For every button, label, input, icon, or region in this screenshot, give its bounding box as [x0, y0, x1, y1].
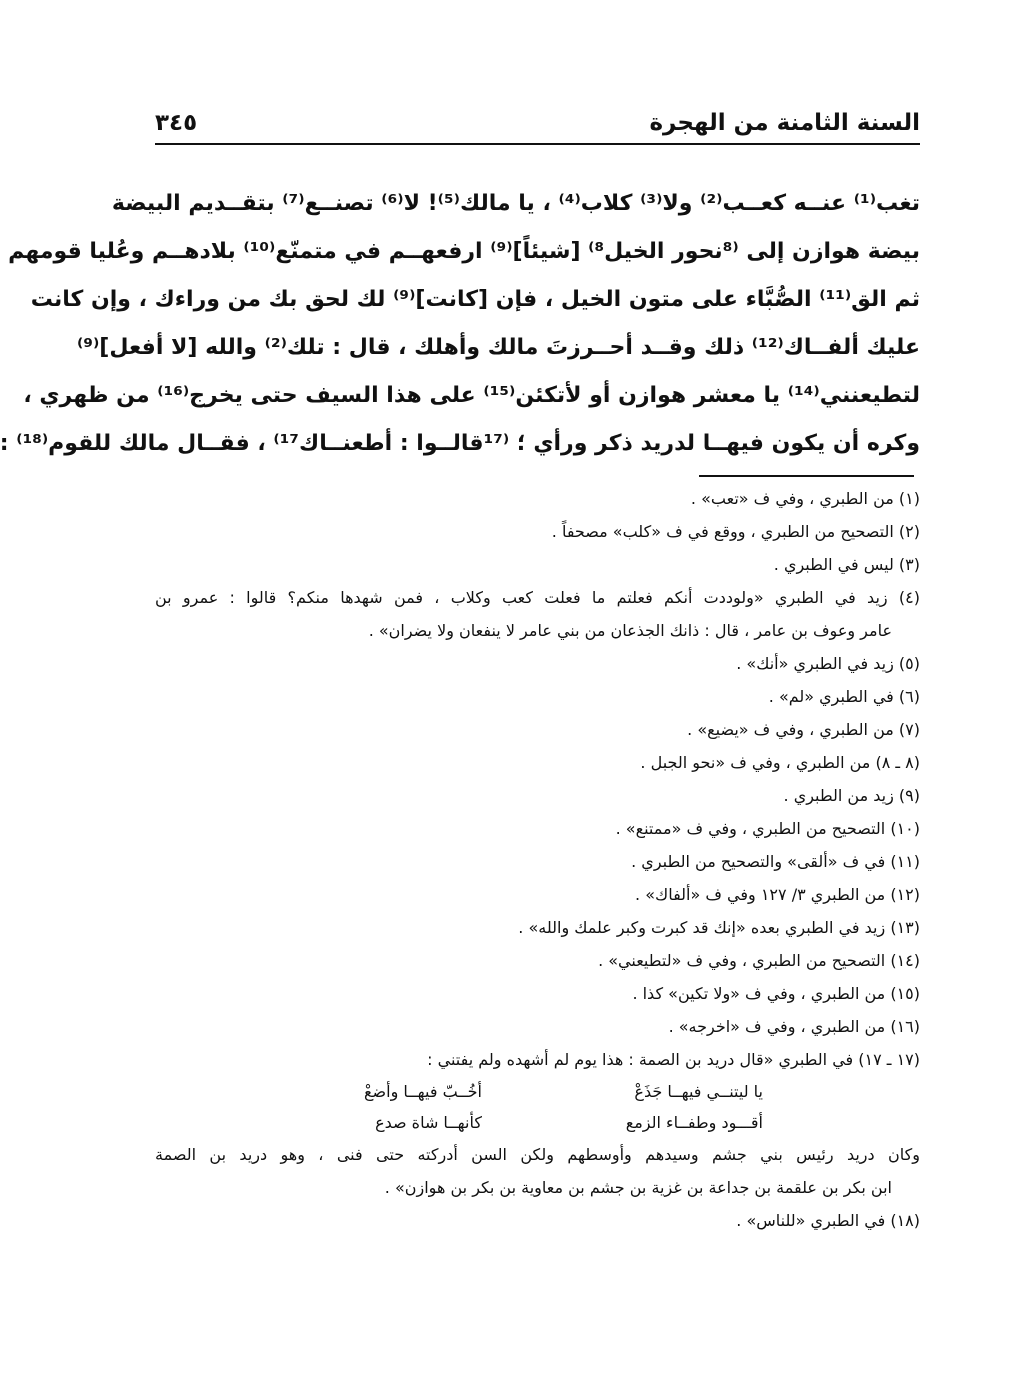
footnote: (١٥) من الطبري ، وفي ف «ولا تكين» كذا .: [632, 984, 920, 1003]
poem-verse: [155, 1076, 920, 1107]
main-line: عليك ألفــاك⁽¹²⁾ ذلك وقــد أحــرزتَ مالك وأهلك ، قال : تلك⁽²⁾ والله [لا أفعل]⁽⁹⁾: [76, 335, 920, 360]
main-line: ثم الق⁽¹¹⁾ الصُّبَّاء على متون الخيل ، فإن [كانت]⁽⁹⁾ لك لحق بك من وراءك ، وإن كانت: [30, 287, 920, 312]
footnote: (١٠) التصحيح من الطبري ، وفي ف «ممتنع» .: [615, 819, 920, 838]
footnote: (١) من الطبري ، وفي ف «تعب» .: [690, 489, 920, 508]
footnote-separator: [699, 475, 914, 477]
footnote: (٨ ـ ٨) من الطبري ، وفي ف «نحو الجبل .: [640, 753, 920, 772]
footnote: (٥) زيد في الطبري «أنك» .: [736, 654, 920, 673]
main-line: لتطيعنني⁽¹⁴⁾ يا معشر هوازن أو لأتكئن⁽¹⁵⁾ على هذا السيف حتى يخرج⁽¹⁶⁾ من ظهري ،: [23, 383, 920, 408]
main-line: تغب⁽¹⁾ عنــه كعــب⁽²⁾ ولا⁽³⁾ كلاب⁽⁴⁾ ، يا مالك⁽⁵⁾! لا⁽⁶⁾ تصنــع⁽⁷⁾ بتقــديم البيضة: [111, 191, 920, 216]
footnotes: [155, 482, 920, 1237]
verse-second-hemistich: أخُــبّ فيهــا وأضعْ: [364, 1082, 482, 1101]
footnote-continuation: ابن بكر بن علقمة بن جداعة بن غزية بن جشم بن معاوية بن بكر بن هوازن» .: [384, 1178, 892, 1197]
header-rule: [155, 143, 920, 145]
footnote: (١٦) من الطبري ، وفي ف «اخرجه» .: [668, 1017, 920, 1036]
main-line: بيضة هوازن إلى ⁽⁸نحور الخيل⁸⁾ [شيئاً]⁽⁹⁾ ارفعهــم في متمنّع⁽¹⁰⁾ بلادهــم وعُليا قومهم: [8, 239, 920, 264]
footnote: (٩) زيد من الطبري .: [783, 786, 920, 805]
footnote: (١١) في ف «ألقى» والتصحيح من الطبري .: [631, 852, 920, 871]
footnote-continuation: وكان دريد رئيس بني جشم وسيدهم وأوسطهم ولكن السن أدركته حتى فنى ، وهو دريد بن الصمة: [155, 1145, 920, 1164]
footnote: (١٧ ـ ١٧) في الطبري «قال دريد بن الصمة : هذا يوم لم أشهده ولم يفتني :: [427, 1050, 920, 1069]
footnote: (٣) ليس في الطبري .: [773, 555, 920, 574]
footnote: (٤) زيد في الطبري «ولوددت أنكم فعلتم ما فعلت كعب وكلاب ، فمن شهدها منكم؟ قالوا : عمرو بن: [155, 588, 920, 607]
verse-second-hemistich: كأنهــا شاة صدع: [375, 1113, 482, 1132]
chapter-title: السنة الثامنة من الهجرة: [649, 110, 920, 136]
verse-first-hemistich: أقـــود وطفــاء الزمع: [625, 1113, 763, 1132]
footnote-continuation: عامر وعوف بن عامر ، قال : ذانك الجذعان من بني عامر لا ينفعان ولا يضران» .: [368, 621, 892, 640]
poem-verse: [155, 1107, 920, 1138]
footnote: (٢) التصحيح من الطبري ، ووقع في ف «كلب» مصحفاً .: [551, 522, 920, 541]
footnote: (١٣) زيد في الطبري بعده «إنك قد كبرت وكبر علمك والله» .: [518, 918, 920, 937]
footnote: (٧) من الطبري ، وفي ف «يضيع» .: [687, 720, 920, 739]
main-line: وكره أن يكون فيهــا لدريد ذكر ورأي ؛ ⁽¹⁷قالــوا : أطعنــاك¹⁷⁾ ، فقــال مالك للقوم⁽¹⁸⁾ :: [0, 431, 920, 456]
footnote: (١٨) في الطبري «للناس» .: [736, 1211, 920, 1230]
footnote: (١٤) التصحيح من الطبري ، وفي ف «لتطيعني» .: [598, 951, 920, 970]
page-number: ٣٤٥: [155, 110, 198, 136]
main-text: [0, 180, 920, 468]
footnote: (٦) في الطبري «لم» .: [768, 687, 920, 706]
verse-first-hemistich: يا ليتنــي فيهــا جَذَعْ: [634, 1082, 763, 1101]
footnote: (١٢) من الطبري ٣/ ١٢٧ وفي ف «ألفاك» .: [635, 885, 920, 904]
running-header: [155, 108, 920, 142]
